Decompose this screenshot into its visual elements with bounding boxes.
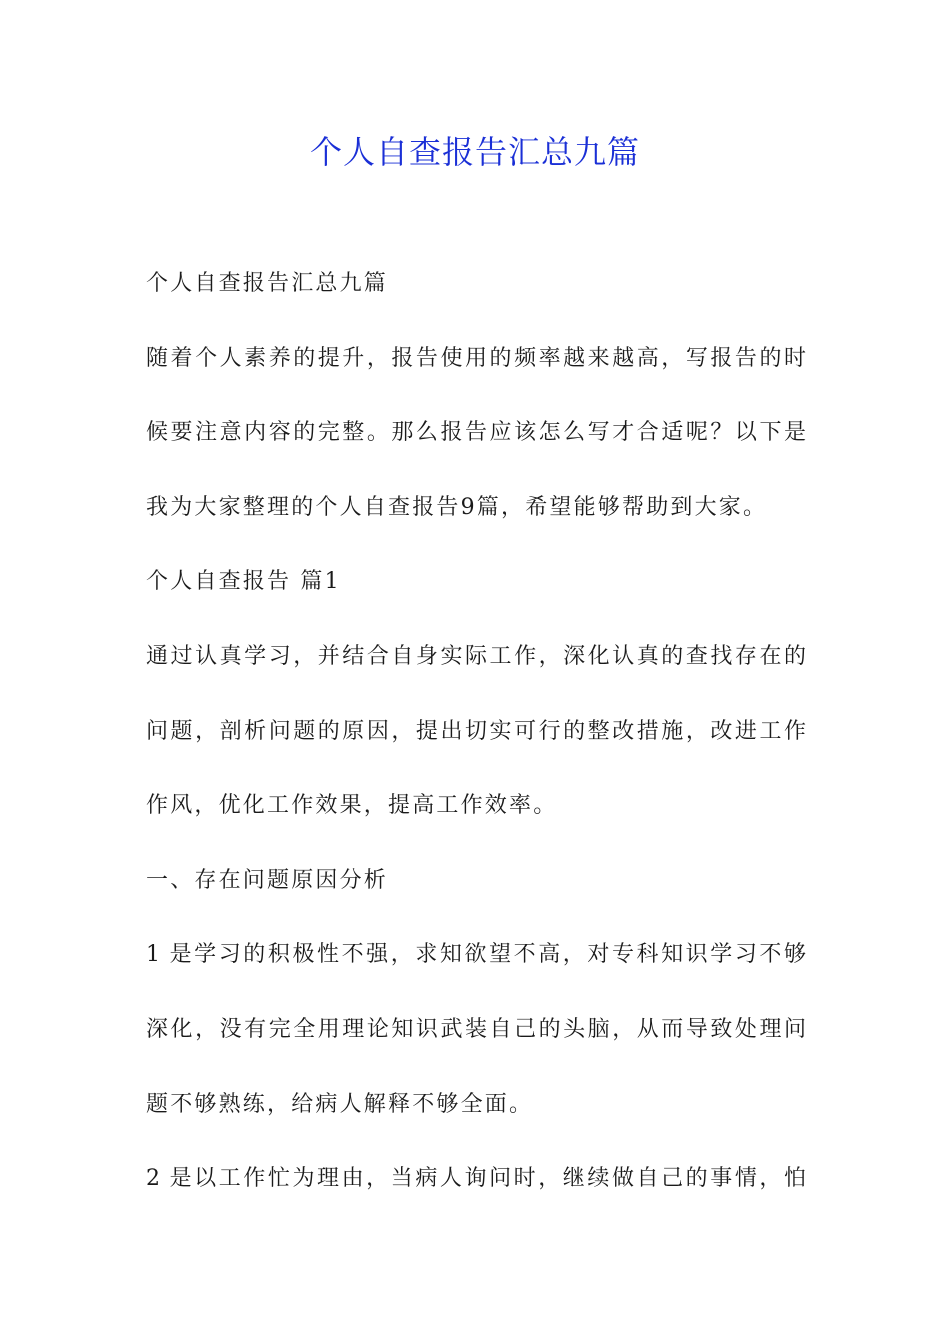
- text-line: 深化，没有完全用理论知识武装自己的头脑，从而导致处理问: [146, 1016, 806, 1042]
- document-body: [146, 262, 806, 1232]
- text-line: 作风，优化工作效果，提高工作效率。: [146, 793, 558, 819]
- document-title: 个人自查报告汇总九篇: [309, 133, 640, 171]
- text-line: 通过认真学习，并结合自身实际工作，深化认真的查找存在的: [146, 643, 806, 669]
- text-line: 我为大家整理的个人自查报告9篇，希望能够帮助到大家。: [146, 494, 768, 520]
- text-line: 问题，剖析问题的原因，提出切实可行的整改措施，改进工作: [146, 718, 806, 744]
- text-line: 个人自查报告 篇1: [146, 569, 341, 595]
- text-line: 1 是学习的积极性不强，求知欲望不高，对专科知识学习不够: [146, 942, 806, 968]
- text-line: 随着个人素养的提升，报告使用的频率越来越高，写报告的时: [146, 345, 806, 371]
- text-line: 2 是以工作忙为理由，当病人询问时，继续做自己的事情，怕: [146, 1166, 806, 1192]
- text-line: 题不够熟练，给病人解释不够全面。: [146, 1091, 534, 1117]
- text-line: 一、存在问题原因分析: [146, 867, 389, 893]
- text-line: 个人自查报告汇总九篇: [146, 271, 389, 296]
- text-line: 候要注意内容的完整。那么报告应该怎么写才合适呢？以下是: [146, 420, 806, 446]
